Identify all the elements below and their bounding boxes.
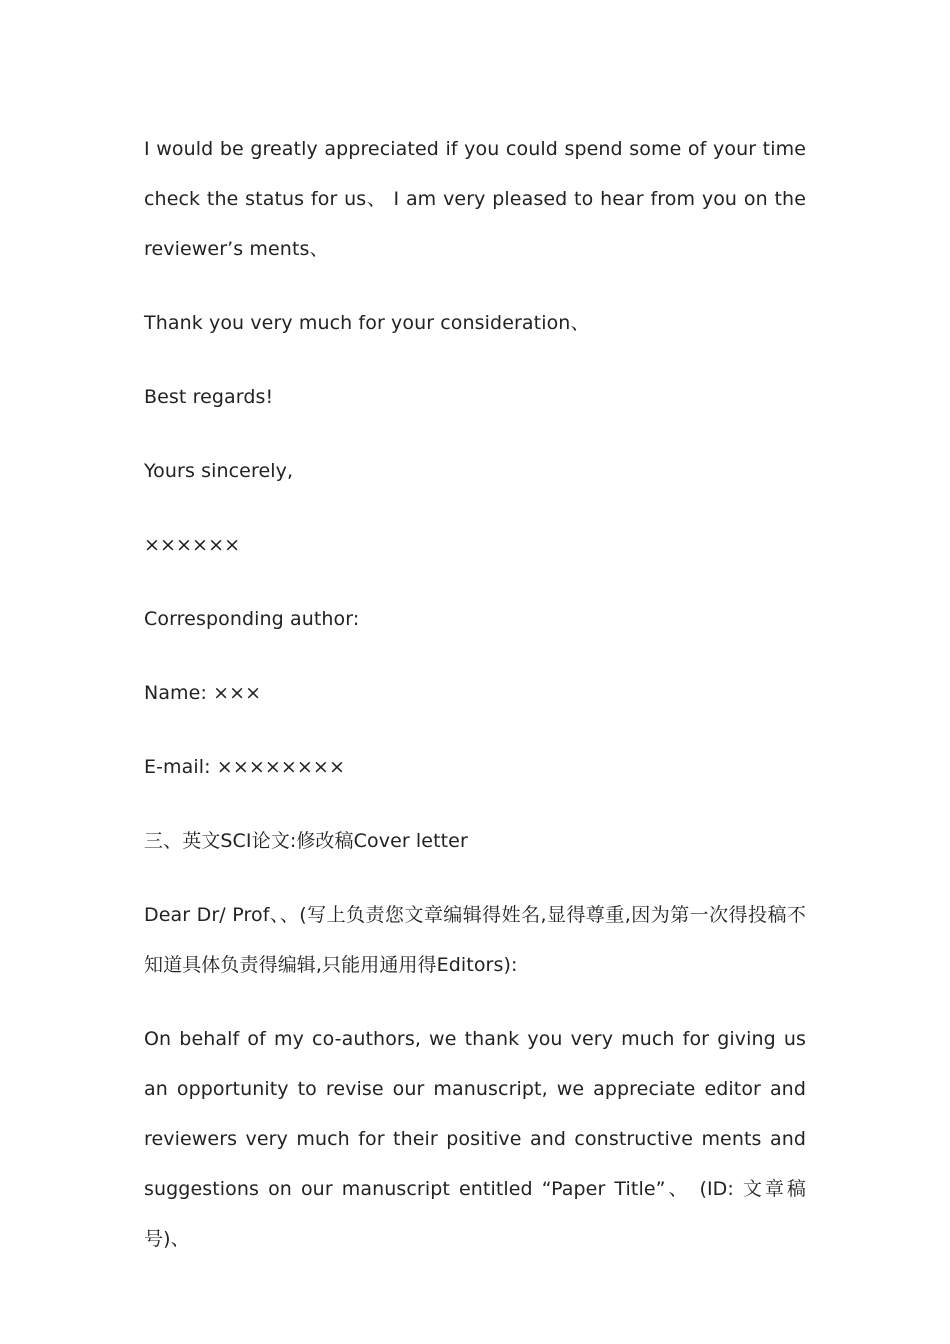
section-heading: 三、英文SCI论文:修改稿Cover letter <box>144 830 468 852</box>
paragraph-thanks: Thank you very much for your consideration、 <box>144 312 590 334</box>
paragraph-name: Name: ××× <box>144 682 262 704</box>
document-page <box>144 124 806 1264</box>
paragraph-author-placeholder: ×××××× <box>144 534 241 556</box>
paragraph-best-regards: Best regards! <box>144 386 274 408</box>
paragraph-salutation: Dear Dr/ Prof、、(写上负责您文章编辑得姓名,显得尊重,因为第一次得投稿不知道具体负责得编辑,只能用通用得Editors): <box>144 904 806 976</box>
paragraph-corresponding-author: Corresponding author: <box>144 608 360 630</box>
paragraph-email: E-mail: ×××××××× <box>144 756 345 778</box>
paragraph-sign-off: Yours sincerely, <box>144 460 294 482</box>
paragraph-status-request: I would be greatly appreciated if you could spend some of your time check the status for us、 I am very pleased to hear from you on the reviewer’s ments、 <box>144 138 806 260</box>
paragraph-revision-intro: On behalf of my co-authors, we thank you very much for giving us an opportunity to revise our manuscript, we appreciate editor and reviewers very much for their positive and constructive ments and suggestions on our manuscript entitled “Paper Title”、 (ID: 文章稿号)、 <box>144 1028 806 1250</box>
